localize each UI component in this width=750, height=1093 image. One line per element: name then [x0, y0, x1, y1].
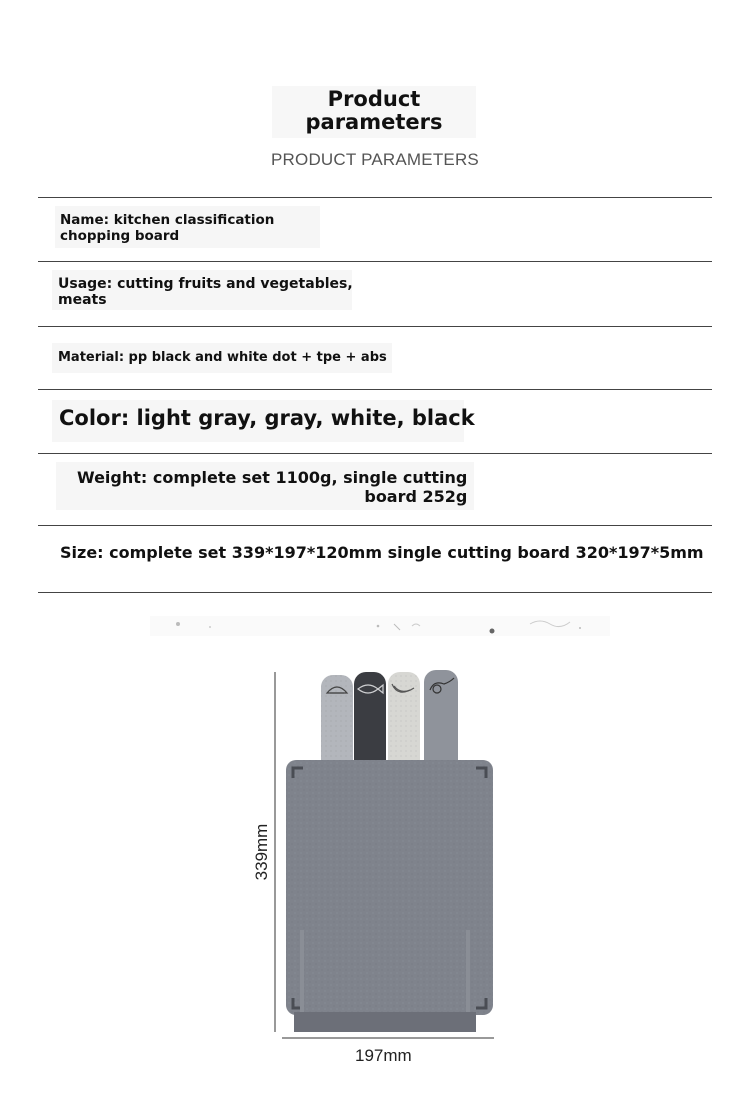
height-dimension-label: 339mm — [252, 823, 271, 881]
param-material: Material: pp black and white dot + tpe + abs — [58, 350, 387, 365]
param-name-line1: Name: kitchen classification — [60, 212, 275, 228]
board-tab-white — [388, 672, 420, 775]
board-tab-gray — [424, 670, 458, 775]
front-cutting-board — [286, 760, 493, 1015]
page-subtitle: PRODUCT PARAMETERS — [271, 150, 479, 169]
param-size: Size: complete set 339*197*120mm single cutting board 320*197*5mm — [60, 543, 704, 562]
param-weight-line2: board 252g — [364, 487, 468, 506]
page-title: Product parameters — [305, 87, 443, 134]
board-tab-black — [354, 672, 386, 775]
param-name-line2: chopping board — [60, 228, 180, 244]
width-dimension-label: 197mm — [355, 1046, 412, 1065]
param-color: Color: light gray, gray, white, black — [59, 406, 475, 430]
param-usage-line1: Usage: cutting fruits and vegetables, — [58, 276, 353, 292]
param-usage-line2: meats — [58, 292, 107, 308]
param-weight-line1: Weight: complete set 1100g, single cutting — [77, 468, 468, 487]
